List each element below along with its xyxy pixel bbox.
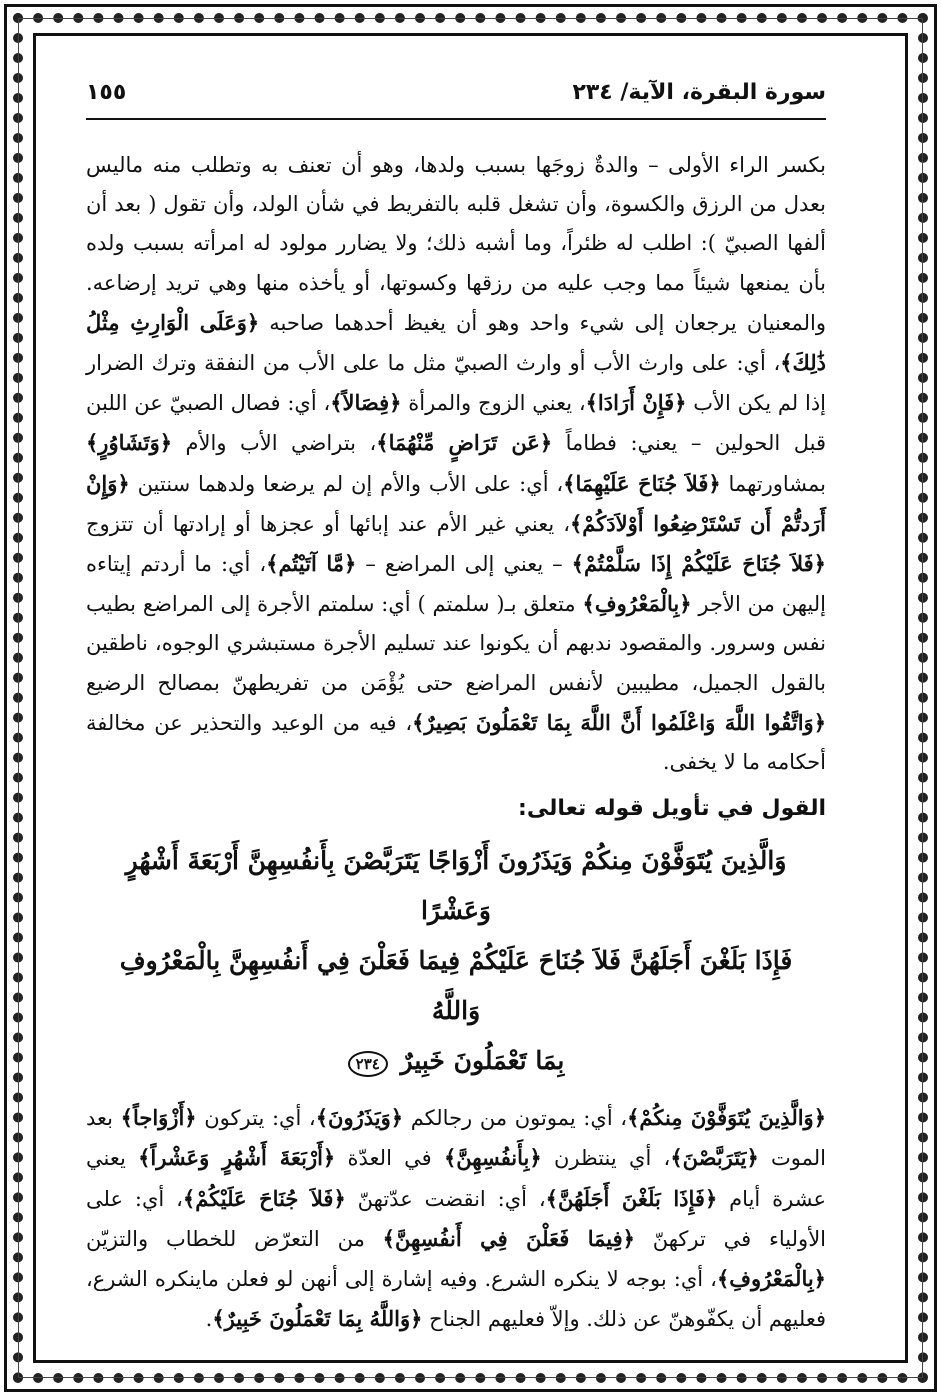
quran-quote: ﴿أَرْبَعَةَ أَشْهُرٍ وَعَشْراً﴾ [138, 1145, 336, 1171]
commentary-paragraph-2 [86, 1098, 826, 1339]
text-run: – يعني إلى المراضع – [356, 552, 572, 577]
section-title: القول في تأويل قوله تعالى: [518, 796, 826, 822]
quran-quote: ﴿فِيمَا فَعَلْنَ فِي أَنفُسِهِنَّ﴾ [382, 1225, 635, 1251]
quran-quote: ﴿فَلاَ جُنَاحَ عَلَيْهِمَا﴾ [563, 470, 721, 496]
verse-line: فَإِذَا بَلَغْنَ أَجَلَهُنَّ فَلاَ جُنَاحَ عَلَيْكُمْ فِيمَا فَعَلْنَ فِي أَنفُسِهِنَّ بِالْمَعْرُوفِ وَاللَّهُ [119, 946, 793, 1026]
text-run: ، بتراضي الأب والأم [172, 431, 377, 456]
quran-quote: ﴿عَن تَرَاضٍ مِّنْهُمَا﴾ [376, 430, 553, 456]
commentary-paragraph-1 [86, 146, 826, 782]
quran-quote: ﴿بِأَنفُسِهِنَّ﴾ [443, 1145, 542, 1171]
quran-quote: ﴿فِصَالاً﴾ [330, 390, 402, 416]
quran-quote: ﴿مَّا آتَيْتُم﴾ [266, 551, 357, 577]
quran-quote: ﴿بِالْمَعْرُوفِ﴾ [716, 1266, 826, 1292]
text-run: ، يعني الزوج والمرأة [401, 391, 586, 416]
text-run: ، فيه من الوعيد والتحذير عن مخالفة أحكامه ما لا يخفى. [86, 710, 826, 775]
text-run: بمشاورتهما [720, 471, 826, 496]
text-run: ، أي: يموتون من رجالكم [403, 1106, 628, 1131]
text-run: يعني عشرة أيام [86, 1146, 826, 1211]
text-run: من التعرّض للخطاب والتزيّن [86, 1226, 383, 1251]
text-run: ، أي: على وارث الأب أو وارث الصبيّ مثل ما على الأب من النفقة وترك الضرار إذا لم يكن الأب [86, 351, 827, 416]
quran-quote: ﴿فَلاَ جُنَاحَ عَلَيْكُمْ إِذَا سَلَّمْتُمْ﴾ [571, 551, 826, 577]
quran-quote: ﴿وَاللَّهُ بِمَا تَعْمَلُونَ خَبِيرٌ﴾ [212, 1306, 423, 1332]
text-run: ، يعني غير الأم عند إبائها أو عجزها أو إرادتها أن تتزوج [86, 511, 570, 536]
quran-verse-block [104, 836, 808, 1086]
quran-quote: ﴿وَتَشَاوُرٍ﴾ [86, 430, 173, 456]
text-run: في العدّة [335, 1146, 444, 1171]
text-run: ، أي: على الأب والأم إن لم يرضعا ولدهما سنتين [129, 471, 564, 496]
text-run: ، أي ينتظرن [541, 1146, 671, 1171]
text-run: بعد الموت [86, 1106, 827, 1171]
page-number: ١٥٥ [86, 80, 127, 105]
text-run: . [205, 1307, 213, 1332]
book-page [86, 80, 826, 1339]
quran-quote: ﴿وَالَّذِينَ يُتَوَفَّوْنَ مِنكُمْ﴾ [627, 1105, 826, 1131]
running-title: سورة البقرة، الآية/ ٢٣٤ [572, 80, 826, 105]
quran-quote: ﴿فَإِنْ أَرَادَا﴾ [585, 390, 687, 416]
quran-quote: ﴿فَإِذَا بَلَغْنَ أَجَلَهُنَّ﴾ [545, 1185, 718, 1211]
verse-line: وَالَّذِينَ يُتَوَفَّوْنَ مِنكُمْ وَيَذَرُونَ أَزْوَاجًا يَتَرَبَّصْنَ بِأَنفُسِهِنَّ أَرْبَعَةَ أَشْهُرٍ وَعَشْرًا [125, 846, 787, 926]
ayah-number-marker: ٢٣٤ [348, 1051, 388, 1077]
quran-quote: ﴿وَيَذَرُونَ﴾ [315, 1105, 404, 1131]
quran-quote: ﴿فَلاَ جُنَاحَ عَلَيْكُمْ﴾ [182, 1185, 346, 1211]
verse-text: بِمَا تَعْمَلُونَ خَبِيرٌ [400, 1046, 565, 1076]
text-run: ، أي: فصال الصبيّ عن اللبن قبل الحولين – يعني: فطاماً [86, 391, 827, 456]
quran-quote: ﴿يَتَرَبَّصْنَ﴾ [670, 1145, 759, 1171]
verse-line-last [104, 1036, 808, 1086]
text-run: ، أي: يتركون [196, 1106, 316, 1131]
quran-quote: ﴿أَزْوَاجاً﴾ [120, 1105, 197, 1131]
text-run: بكسر الراء الأولى – والدةٌ زوجَها بسبب ولدها، وهو أن تعنف به وتطلب منه ماليس بعدل من الرزق والكسوة، وأن تشغل قلبه بالتفريط في شأن الولد، وأن تقول ( بعد أن ألفها الصبيّ ): اطلب له ظئراً، وما أشبه ذلك؛ ولا يضارر مولود له امرأته بسبب ولده بأن يمنعها شيئاً مما وجب عليه من رزقها وكسوتها، أو يأخذه منها وهي تريد إرضاعه. والمعنيان يرجعان إلى شيء واحد وهو أن يغيظ أحدهما صاحبه [86, 153, 826, 335]
quran-quote: ﴿وَإِنْ أَرَدتُّمْ أَن تَسْتَرْضِعُوا أَوْلاَدَكُمْ﴾ [86, 470, 826, 536]
text-run: ، أي: بوجه لا ينكره الشرع. وفيه إشارة إلى أنهن لو فعلن ماينكره الشرع، فعليهم أن يكفّوهنّ عن ذلك. وإلاّ فعليهم الجناح [86, 1267, 826, 1332]
quran-quote: ﴿بِالْمَعْرُوفِ﴾ [582, 591, 692, 617]
running-head [86, 80, 826, 120]
text-run: ، أي: ما أردتم إيتاءه إليهن من الأجر [86, 552, 827, 617]
quran-quote: ﴿وَاتَّقُوا اللَّهَ وَاعْلَمُوا أَنَّ اللَّهَ بِمَا تَعْمَلُونَ بَصِيرٌ﴾ [412, 709, 827, 735]
text-run: متعلق بـ( سلمتم ) أي: سلمتم الأجرة إلى المراضع بطيب نفس وسرور. والمقصود ندبهم أن يكونوا عند تسليم الأجرة مستبشري الوجوه، ناطقين بالقول الجميل، مطيبين لأنفس المراضع حتى يُؤْمَن من تفريطهنّ بمصالح الرضيع [86, 592, 826, 695]
quran-quote: ﴿وَعَلَى الْوَارِثِ مِثْلُ ذَٰلِكَ﴾ [86, 309, 826, 376]
text-run: ، أي: على الأولياء في تركهنّ [86, 1186, 826, 1251]
text-run: ، أي: انقضت عدّتهنّ [345, 1186, 546, 1211]
